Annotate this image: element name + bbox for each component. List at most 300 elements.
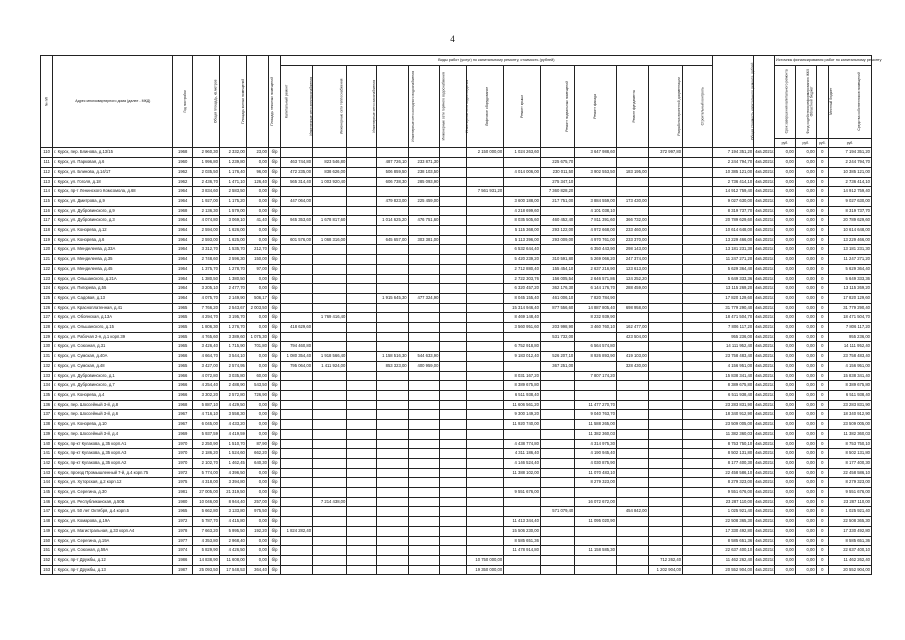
row-number-cell: 126 [41,303,53,313]
local-budget-cell: 0 [816,400,828,410]
work-cost-cell [408,148,440,158]
local-budget-cell: 0 [816,478,828,488]
work-cost-cell: 400 959,00 [408,361,440,371]
work-cost-cell [467,361,504,371]
regional-budget-cell: 0,00 [795,400,816,410]
row-number-cell: 111 [41,158,53,168]
work-cost-cell: 310 591,80 [540,255,574,265]
year-cell: 1964 [173,293,193,303]
work-cost-cell [281,536,313,546]
work-cost-cell [616,342,648,352]
work-cost-cell [648,167,682,177]
work-cost-cell: 11 158 585,30 [575,546,617,556]
work-cost-cell [408,274,440,284]
header-work-col: Инженерные сети холодного водоснабжения [376,65,408,148]
work-cost-cell [683,206,712,216]
capital-repair-cell: б/р [268,555,280,565]
work-cost-cell: 531 732,00 [540,332,574,342]
header-nonliving-area: Площадь нежилых помещений [246,56,268,148]
work-cost-cell [440,235,467,245]
work-cost-cell [616,546,648,556]
work-cost-cell [616,565,648,575]
work-cost-cell: 123 613,00 [616,264,648,274]
work-cost-cell [616,449,648,459]
table-row [41,196,872,206]
header-source-col: Средства собственников помещений [828,65,871,138]
nonliving-area-cell: 126,40 [246,177,268,187]
capital-repair-cell: б/р [268,264,280,274]
work-cost-cell: 4 314 975,30 [575,439,617,449]
work-cost-cell: 156 005,54 [540,274,574,284]
deadline-cell: 4кв.2021г. [754,400,775,410]
capital-repair-cell: б/р [268,206,280,216]
work-cost-cell [376,390,408,400]
living-area-cell: 3 195,70 [219,313,246,323]
work-cost-cell [313,468,347,478]
work-cost-cell: 2 712 880,40 [504,264,541,274]
nonliving-area-cell: 150,00 [246,255,268,265]
total-area-cell: 5 787,70 [192,517,219,527]
work-cost-cell [540,497,574,507]
table-row [41,420,872,430]
living-area-cell: 1 462,45 [219,458,246,468]
header-capital-repair: Капитальный ремонт [268,56,280,148]
address-cell: г. Курск, ул. Дубровинского, д.7 [53,381,173,391]
work-cost-cell [408,478,440,488]
regional-budget-cell: 0,00 [795,526,816,536]
work-cost-cell [683,449,712,459]
work-cost-cell: 1 678 817,60 [313,216,347,226]
work-cost-cell [347,390,376,400]
deadline-cell: 4кв.2021г. [754,361,775,371]
header-total-cost: Общая стоимость капитального ремонта, рублей [712,56,754,148]
address-cell: г. Курск, ул. Конорева, д.10 [53,420,173,430]
local-budget-cell: 0 [816,429,828,439]
year-cell: 1968 [173,400,193,410]
year-cell: 1969 [173,429,193,439]
work-cost-cell: 8 035 505,60 [504,216,541,226]
work-cost-cell [281,449,313,459]
deadline-cell: 4кв.2021г. [754,206,775,216]
owners-funds-cell: 31 779 290,40 [828,303,871,313]
deadline-cell: 4кв.2021г. [754,235,775,245]
row-number-cell: 121 [41,255,53,265]
work-cost-cell [648,187,682,197]
work-cost-cell [408,565,440,575]
capital-repair-cell: б/р [268,526,280,536]
work-cost-cell [347,216,376,226]
nonliving-area-cell: 192,20 [246,526,268,536]
local-budget-cell: 0 [816,284,828,294]
work-cost-cell [440,468,467,478]
work-cost-cell [408,439,440,449]
work-cost-cell: 9 300 149,20 [504,410,541,420]
regional-budget-cell: 0,00 [795,390,816,400]
unit-rub: руб. [828,138,871,148]
work-cost-cell [616,478,648,488]
table-row [41,148,872,158]
capital-repair-cell: б/р [268,245,280,255]
work-cost-cell [313,264,347,274]
nonliving-area-cell: 0,00 [246,206,268,216]
table-row [41,381,872,391]
capital-repair-cell: б/р [268,303,280,313]
work-cost-cell [575,488,617,498]
year-cell: 1968 [173,148,193,158]
work-cost-cell: 4 311 186,40 [504,449,541,459]
header-work-col: Ремонт фундамента [616,65,648,148]
header-work-col: Ремонт подвальных помещений [540,65,574,148]
deadline-cell: 4кв.2021г. [754,410,775,420]
work-cost-cell [467,507,504,517]
work-cost-cell: 155 454,10 [540,264,574,274]
header-work-col: Инженерные сети теплоснабжения [313,65,347,148]
total-cost-cell: 22 508 365,30 [712,517,754,527]
work-cost-cell [540,439,574,449]
work-cost-cell [616,206,648,216]
owners-funds-cell: 23 758 483,40 [828,352,871,362]
work-cost-cell [347,323,376,333]
work-cost-cell [648,342,682,352]
work-cost-cell: 4 146 524,40 [504,458,541,468]
nonliving-area-cell: 701,80 [246,342,268,352]
capital-repair-cell: б/р [268,352,280,362]
work-cost-cell [347,148,376,158]
work-cost-cell [683,177,712,187]
work-cost-cell [467,332,504,342]
nonliving-area-cell: 0,00 [246,546,268,556]
work-cost-cell: 606 738,30 [376,177,408,187]
total-area-cell: 5 829,90 [192,546,219,556]
work-cost-cell [376,206,408,216]
work-cost-cell [347,303,376,313]
work-cost-cell: 15 506 230,00 [504,526,541,536]
local-budget-cell: 0 [816,332,828,342]
work-cost-cell [313,274,347,284]
work-cost-cell: 8 045 155,40 [504,293,541,303]
work-cost-cell [408,536,440,546]
header-living-area: Площадь жилых помещений [219,56,246,148]
year-cell: 1965 [173,303,193,313]
row-number-cell: 115 [41,196,53,206]
capital-repair-cell: б/р [268,536,280,546]
work-cost-cell [313,187,347,197]
header-works-group: Виды работ (услуг) по капитальному ремонту, стоимость (рублей) [281,56,712,66]
regional-budget-cell: 0,00 [795,313,816,323]
header-year: Год постройки [173,56,193,148]
work-cost-cell [376,381,408,391]
work-cost-cell [376,226,408,236]
work-cost-cell: 463 744,80 [281,158,313,168]
work-cost-cell [575,332,617,342]
header-work-col: Ремонт крыши [504,65,541,148]
work-cost-cell [440,410,467,420]
work-cost-cell [440,371,467,381]
table-row [41,536,872,546]
deadline-cell: 4кв.2021г. [754,303,775,313]
year-cell: 1966 [173,352,193,362]
address-cell: г. Курск, пер. Блинова, д.13/15 [53,148,173,158]
total-area-cell: 3 302,20 [192,390,219,400]
regional-budget-cell: 0,00 [795,458,816,468]
work-cost-cell [540,148,574,158]
deadline-cell: 4кв.2021г. [754,517,775,527]
work-cost-cell: 16 072 672,00 [575,497,617,507]
work-cost-cell [467,274,504,284]
fund-cell: 0,00 [775,187,796,197]
work-cost-cell [313,526,347,536]
local-budget-cell: 0 [816,497,828,507]
work-cost-cell [540,565,574,575]
work-cost-cell [683,167,712,177]
work-cost-cell [616,420,648,430]
deadline-cell: 4кв.2021г. [754,390,775,400]
unit-rub: руб. [816,138,828,148]
work-cost-cell: 8 031 167,20 [504,371,541,381]
work-cost-cell: 3 600 188,00 [504,196,541,206]
year-cell: 1964 [173,196,193,206]
total-cost-cell: 11 462 262,40 [712,555,754,565]
row-number-cell: 110 [41,148,53,158]
work-cost-cell [683,303,712,313]
fund-cell: 0,00 [775,458,796,468]
fund-cell: 0,00 [775,216,796,226]
local-budget-cell: 0 [816,458,828,468]
work-cost-cell [467,400,504,410]
work-cost-cell [376,526,408,536]
total-area-cell: 27 005,00 [192,488,219,498]
work-cost-cell [648,177,682,187]
work-cost-cell [440,507,467,517]
work-cost-cell: 303 381,00 [408,235,440,245]
fund-cell: 0,00 [775,264,796,274]
work-cost-cell [347,458,376,468]
work-cost-cell [313,458,347,468]
work-cost-cell: 945 353,60 [281,216,313,226]
work-cost-cell: 5 269 066,20 [575,255,617,265]
work-cost-cell: 19 350 000,00 [467,565,504,575]
total-cost-cell: 22 637 400,10 [712,546,754,556]
local-budget-cell: 0 [816,565,828,575]
work-cost-cell: 11 920 740,00 [504,420,541,430]
deadline-cell: 4кв.2021г. [754,245,775,255]
address-cell: г. Курск, ул. Республиканская, д.50В [53,497,173,507]
work-cost-cell [347,264,376,274]
total-cost-cell: 10 614 648,00 [712,226,754,236]
nonliving-area-cell: 506,17 [246,293,268,303]
year-cell: 1981 [173,488,193,498]
total-area-cell: 4 716,10 [192,410,219,420]
work-cost-cell [648,361,682,371]
regional-budget-cell: 0,00 [795,488,816,498]
regional-budget-cell: 0,00 [795,352,816,362]
address-cell: г. Курск, ул. Конорева, д.12 [53,226,173,236]
local-budget-cell: 0 [816,517,828,527]
work-cost-cell [376,555,408,565]
capital-repair-table-sheet [40,55,882,575]
regional-budget-cell: 0,00 [795,468,816,478]
work-cost-cell [648,274,682,284]
table-row [41,206,872,216]
work-cost-cell [281,507,313,517]
work-cost-cell [313,565,347,575]
work-cost-cell: 571 079,40 [540,507,574,517]
table-header [41,56,882,148]
work-cost-cell [683,216,712,226]
work-cost-cell: 5 420 239,20 [504,255,541,265]
work-cost-cell [683,565,712,575]
living-area-cell: 2 574,95 [219,361,246,371]
work-cost-cell [467,226,504,236]
work-cost-cell: 1 202 904,00 [648,565,682,575]
work-cost-cell [281,313,313,323]
fund-cell: 0,00 [775,400,796,410]
owners-funds-cell: 13 115 269,20 [828,284,871,294]
total-area-cell: 25 093,50 [192,565,219,575]
fund-cell: 0,00 [775,517,796,527]
fund-cell: 0,00 [775,158,796,168]
work-cost-cell [616,400,648,410]
work-cost-cell [313,488,347,498]
total-cost-cell: 7 194 351,20 [712,148,754,158]
fund-cell: 0,00 [775,206,796,216]
work-cost-cell [440,478,467,488]
work-cost-cell [616,488,648,498]
work-cost-cell: 11 477 270,70 [575,400,617,410]
deadline-cell: 4кв.2021г. [754,148,775,158]
work-cost-cell [440,206,467,216]
work-cost-cell [540,449,574,459]
year-cell: 1964 [173,216,193,226]
work-cost-cell [467,255,504,265]
work-cost-cell [616,148,648,158]
deadline-cell: 4кв.2021г. [754,488,775,498]
work-cost-cell [440,264,467,274]
nonliving-area-cell: 2 003,50 [246,303,268,313]
nonliving-area-cell: 41,40 [246,216,268,226]
owners-funds-cell: 8 389 675,80 [828,381,871,391]
work-cost-cell: 476 751,60 [408,216,440,226]
living-area-cell: 2 968,40 [219,536,246,546]
address-cell: г. Курск, ул. Менделеева, д.45 [53,264,173,274]
work-cost-cell [408,488,440,498]
work-cost-cell [281,400,313,410]
nonliving-area-cell: 0,00 [246,187,268,197]
deadline-cell: 4кв.2021г. [754,187,775,197]
work-cost-cell [616,313,648,323]
work-cost-cell: 6 320 457,20 [504,284,541,294]
address-cell: г. Курск, ул. Дубровинского, д.3 [53,216,173,226]
deadline-cell: 4кв.2021г. [754,371,775,381]
work-cost-cell: 8 279 323,00 [575,478,617,488]
work-cost-cell [504,555,541,565]
work-cost-cell [408,303,440,313]
owners-funds-cell: 13 229 466,00 [828,235,871,245]
work-cost-cell: 795 064,00 [281,361,313,371]
nonliving-area-cell: 97,00 [246,264,268,274]
capital-repair-cell: б/р [268,167,280,177]
table-row [41,158,872,168]
capital-repair-cell: б/р [268,565,280,575]
work-cost-cell [440,449,467,459]
work-cost-cell [648,158,682,168]
address-cell: г. Курск, ул. Конорева, д.4 [53,390,173,400]
regional-budget-cell: 0,00 [795,148,816,158]
local-budget-cell: 0 [816,216,828,226]
row-number-cell: 148 [41,517,53,527]
capital-repair-cell: б/р [268,400,280,410]
work-cost-cell [347,420,376,430]
work-cost-cell [648,255,682,265]
work-cost-cell [648,517,682,527]
work-cost-cell [467,478,504,488]
work-cost-cell [683,245,712,255]
work-cost-cell [440,284,467,294]
work-cost-cell [408,381,440,391]
work-cost-cell [540,410,574,420]
nonliving-area-cell: 975,50 [246,507,268,517]
table-row [41,526,872,536]
work-cost-cell [281,264,313,274]
regional-budget-cell: 0,00 [795,158,816,168]
regional-budget-cell: 0,00 [795,255,816,265]
nonliving-area-cell: 23,00 [246,148,268,158]
owners-funds-cell: 8 502 131,80 [828,449,871,459]
work-cost-cell [408,429,440,439]
work-cost-cell: 367 251,00 [540,361,574,371]
work-cost-cell [376,536,408,546]
total-cost-cell: 955 236,00 [712,332,754,342]
work-cost-cell [440,332,467,342]
regional-budget-cell: 0,00 [795,177,816,187]
row-number-cell: 124 [41,284,53,294]
owners-funds-cell: 2 244 794,70 [828,158,871,168]
work-cost-cell [648,429,682,439]
work-cost-cell [683,478,712,488]
work-cost-cell: 853 323,00 [376,361,408,371]
owners-funds-cell: 4 156 951,00 [828,361,871,371]
total-cost-cell: 20 552 904,00 [712,565,754,575]
work-cost-cell: 460 452,40 [540,216,574,226]
total-area-cell: 4 072,80 [192,371,219,381]
table-row [41,216,872,226]
work-cost-cell [648,371,682,381]
work-cost-cell [540,371,574,381]
address-cell: г. Курск, ул. Конорева, д.6 [53,235,173,245]
address-cell: г. Курск, пр-кт Кулакова, д.35 корп.А3 [53,449,173,459]
work-cost-cell [467,468,504,478]
work-cost-cell: 8 469 148,40 [504,313,541,323]
work-cost-cell: 1 158 516,30 [376,352,408,362]
work-cost-cell: 1 014 625,20 [376,216,408,226]
nonliving-area-cell: 662,20 [246,449,268,459]
work-cost-cell [648,226,682,236]
work-cost-cell [575,381,617,391]
work-cost-cell [540,342,574,352]
work-cost-cell [540,429,574,439]
address-cell: г. Курск, ул. Гоголя, д.18 [53,177,173,187]
header-source-col: Областной бюджет [795,65,816,138]
owners-funds-cell: 8 585 651,36 [828,536,871,546]
header-work-col: Ремонт фасада [575,65,617,148]
total-area-cell: 3 834,60 [192,187,219,197]
year-cell: 1966 [173,371,193,381]
total-area-cell: 2 102,70 [192,458,219,468]
regional-budget-cell: 0,00 [795,206,816,216]
regional-budget-cell: 0,00 [795,284,816,294]
work-cost-cell: 565 314,40 [281,177,313,187]
address-cell: г. Курск, ул. 50 лет Октября, д.4 корп.5 [53,507,173,517]
